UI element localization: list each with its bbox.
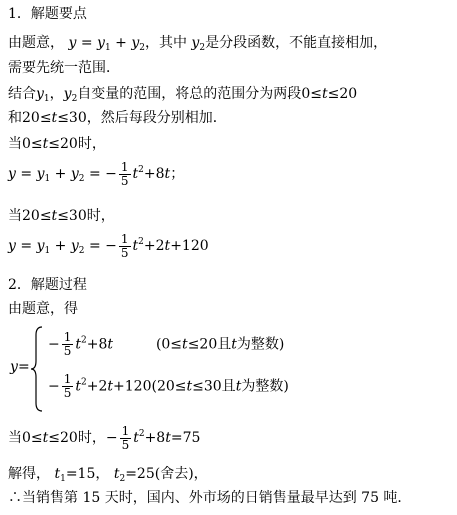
- solution-line: 解得， $t_1=15$， $t_2=25$(舍去)，: [8, 466, 208, 484]
- section1-heading: 1．解题要点: [8, 6, 87, 22]
- conclusion-line: ∴当销售第 15 天时，国内、外市场的日销售量最早达到 75 吨．: [8, 490, 412, 506]
- fraction: $\frac{1}{5}$: [120, 231, 129, 260]
- case2-label: 当20≤t≤30时，: [8, 208, 115, 224]
- piece-1: − $\frac{1}{5}$ $t^2+8t$ (0≤t≤20且t为整数): [48, 330, 285, 358]
- range-line-2: 和20≤t≤30，然后每段分别相加．: [8, 110, 227, 126]
- section2-heading: 2．解题过程: [8, 277, 87, 293]
- case1-formula: $y = y_1 + y_2$ = − $\frac{1}{5}$ $t^2+8t$；: [8, 159, 185, 188]
- piece-2: − $\frac{1}{5}$ $t^2+2t+120(20\le t\le 30$且t为整数): [48, 372, 289, 400]
- intro-line: 由题意， $y = y_1 + y_2$，其中 $y_2$是分段函数，不能直接相加，: [8, 35, 388, 53]
- fraction: $\frac{1}{5}$: [120, 159, 129, 188]
- section2-intro: 由题意，得: [8, 301, 78, 317]
- case2-formula: $y = y_1 + y_2$ = − $\frac{1}{5}$ $t^2+2t+120$: [8, 231, 209, 260]
- intro-line-2: 需要先统一范围．: [8, 60, 120, 76]
- case1-label: 当0≤t≤20时，: [8, 136, 106, 152]
- left-brace-icon: [30, 325, 44, 413]
- piecewise-y: y: [10, 359, 18, 375]
- equation-line: 当0≤t≤20时，− $\frac{1}{5}$ $t^2+8t=75$: [8, 423, 201, 452]
- range-line: 结合$y_1$，$y_2$自变量的范围，将总的范围分为两段0≤t≤20: [8, 86, 358, 104]
- piecewise-function: y = − $\frac{1}{5}$ $t^2+8t$ (0≤t≤20且t为整数) − $\frac{1}{5}$ $t^2+2t+120(20\le t\le 30$且t为整数): [8, 325, 448, 415]
